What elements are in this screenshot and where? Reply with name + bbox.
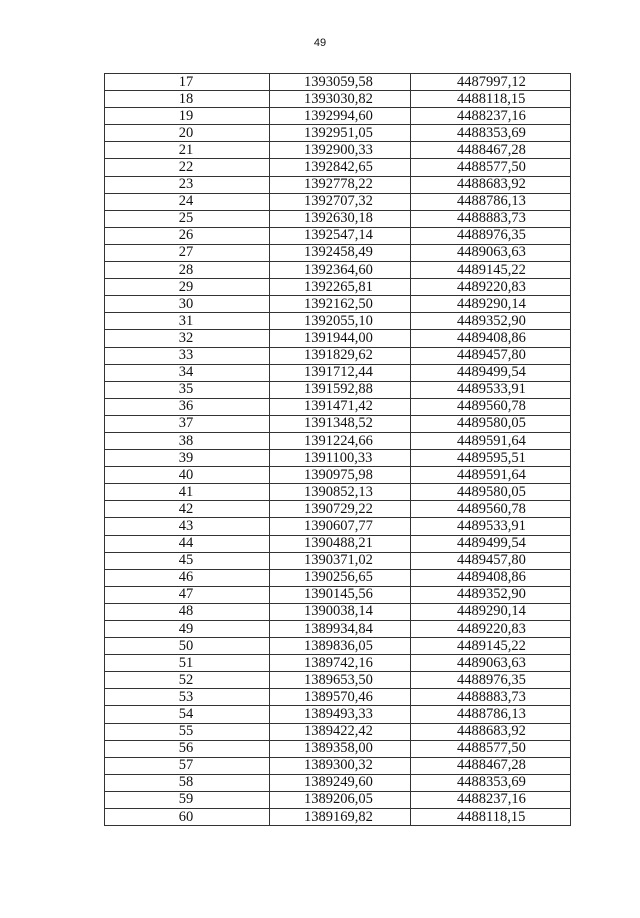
y-coordinate-cell: 4488883,73 [411, 210, 571, 227]
point-number-cell: 42 [105, 501, 270, 518]
point-number-cell: 29 [105, 279, 270, 296]
y-coordinate-cell: 4489145,22 [411, 262, 571, 279]
table-row [105, 706, 571, 723]
point-number-cell: 33 [105, 347, 270, 364]
point-number-cell: 40 [105, 467, 270, 484]
x-coordinate-cell: 1389934,84 [270, 621, 411, 638]
y-coordinate-cell: 4488683,92 [411, 176, 571, 193]
x-coordinate-cell: 1389300,32 [270, 757, 411, 774]
x-coordinate-cell: 1390256,65 [270, 569, 411, 586]
y-coordinate-cell: 4489560,78 [411, 501, 571, 518]
y-coordinate-cell: 4488883,73 [411, 689, 571, 706]
table-row [105, 484, 571, 501]
point-number-cell: 28 [105, 262, 270, 279]
table-row [105, 723, 571, 740]
table-row [105, 535, 571, 552]
point-number-cell: 34 [105, 364, 270, 381]
coordinate-table-body [105, 74, 571, 826]
x-coordinate-cell: 1390371,02 [270, 552, 411, 569]
point-number-cell: 39 [105, 450, 270, 467]
table-row [105, 244, 571, 261]
table-row [105, 569, 571, 586]
point-number-cell: 21 [105, 142, 270, 159]
y-coordinate-cell: 4489063,63 [411, 244, 571, 261]
point-number-cell: 48 [105, 603, 270, 620]
x-coordinate-cell: 1390145,56 [270, 586, 411, 603]
table-row [105, 279, 571, 296]
point-number-cell: 54 [105, 706, 270, 723]
x-coordinate-cell: 1391829,62 [270, 347, 411, 364]
point-number-cell: 53 [105, 689, 270, 706]
x-coordinate-cell: 1391348,52 [270, 415, 411, 432]
table-row [105, 330, 571, 347]
point-number-cell: 57 [105, 757, 270, 774]
table-row [105, 586, 571, 603]
table-row [105, 364, 571, 381]
x-coordinate-cell: 1393059,58 [270, 74, 411, 91]
table-row [105, 125, 571, 142]
x-coordinate-cell: 1389358,00 [270, 740, 411, 757]
point-number-cell: 25 [105, 210, 270, 227]
x-coordinate-cell: 1389422,42 [270, 723, 411, 740]
y-coordinate-cell: 4489591,64 [411, 432, 571, 449]
x-coordinate-cell: 1392458,49 [270, 244, 411, 261]
x-coordinate-cell: 1392547,14 [270, 227, 411, 244]
table-row [105, 159, 571, 176]
x-coordinate-cell: 1391100,33 [270, 450, 411, 467]
y-coordinate-cell: 4489408,86 [411, 330, 571, 347]
x-coordinate-cell: 1389836,05 [270, 638, 411, 655]
x-coordinate-cell: 1389206,05 [270, 791, 411, 808]
point-number-cell: 27 [105, 244, 270, 261]
y-coordinate-cell: 4489595,51 [411, 450, 571, 467]
y-coordinate-cell: 4489591,64 [411, 467, 571, 484]
x-coordinate-cell: 1392778,22 [270, 176, 411, 193]
y-coordinate-cell: 4489457,80 [411, 347, 571, 364]
y-coordinate-cell: 4488683,92 [411, 723, 571, 740]
x-coordinate-cell: 1392842,65 [270, 159, 411, 176]
x-coordinate-cell: 1393030,82 [270, 91, 411, 108]
y-coordinate-cell: 4489499,54 [411, 535, 571, 552]
y-coordinate-cell: 4489220,83 [411, 279, 571, 296]
y-coordinate-cell: 4489220,83 [411, 621, 571, 638]
point-number-cell: 58 [105, 774, 270, 791]
x-coordinate-cell: 1390975,98 [270, 467, 411, 484]
y-coordinate-cell: 4488353,69 [411, 774, 571, 791]
table-row [105, 74, 571, 91]
y-coordinate-cell: 4489533,91 [411, 518, 571, 535]
table-row [105, 347, 571, 364]
y-coordinate-cell: 4489580,05 [411, 415, 571, 432]
y-coordinate-cell: 4489408,86 [411, 569, 571, 586]
point-number-cell: 56 [105, 740, 270, 757]
y-coordinate-cell: 4489063,63 [411, 655, 571, 672]
x-coordinate-cell: 1392630,18 [270, 210, 411, 227]
point-number-cell: 60 [105, 809, 270, 826]
point-number-cell: 51 [105, 655, 270, 672]
y-coordinate-cell: 4489352,90 [411, 313, 571, 330]
y-coordinate-cell: 4489560,78 [411, 398, 571, 415]
point-number-cell: 20 [105, 125, 270, 142]
table-row [105, 467, 571, 484]
y-coordinate-cell: 4489533,91 [411, 381, 571, 398]
table-row [105, 381, 571, 398]
table-row [105, 108, 571, 125]
y-coordinate-cell: 4487997,12 [411, 74, 571, 91]
table-row [105, 176, 571, 193]
point-number-cell: 38 [105, 432, 270, 449]
table-row [105, 296, 571, 313]
point-number-cell: 45 [105, 552, 270, 569]
point-number-cell: 52 [105, 672, 270, 689]
x-coordinate-cell: 1392364,60 [270, 262, 411, 279]
y-coordinate-cell: 4488786,13 [411, 193, 571, 210]
coordinate-table [104, 73, 571, 826]
point-number-cell: 49 [105, 621, 270, 638]
point-number-cell: 32 [105, 330, 270, 347]
y-coordinate-cell: 4488118,15 [411, 809, 571, 826]
y-coordinate-cell: 4488976,35 [411, 227, 571, 244]
point-number-cell: 37 [105, 415, 270, 432]
y-coordinate-cell: 4488786,13 [411, 706, 571, 723]
point-number-cell: 41 [105, 484, 270, 501]
y-coordinate-cell: 4489499,54 [411, 364, 571, 381]
page-number: 49 [313, 37, 327, 49]
table-row [105, 774, 571, 791]
point-number-cell: 55 [105, 723, 270, 740]
x-coordinate-cell: 1392994,60 [270, 108, 411, 125]
table-row [105, 210, 571, 227]
x-coordinate-cell: 1391712,44 [270, 364, 411, 381]
point-number-cell: 22 [105, 159, 270, 176]
point-number-cell: 47 [105, 586, 270, 603]
table-row [105, 621, 571, 638]
table-row [105, 398, 571, 415]
x-coordinate-cell: 1392162,50 [270, 296, 411, 313]
x-coordinate-cell: 1391944,00 [270, 330, 411, 347]
x-coordinate-cell: 1389249,60 [270, 774, 411, 791]
table-row [105, 518, 571, 535]
y-coordinate-cell: 4489457,80 [411, 552, 571, 569]
x-coordinate-cell: 1390729,22 [270, 501, 411, 518]
table-row [105, 603, 571, 620]
x-coordinate-cell: 1390607,77 [270, 518, 411, 535]
point-number-cell: 44 [105, 535, 270, 552]
table-row [105, 91, 571, 108]
table-row [105, 313, 571, 330]
table-row [105, 791, 571, 808]
point-number-cell: 59 [105, 791, 270, 808]
table-row [105, 655, 571, 672]
point-number-cell: 46 [105, 569, 270, 586]
table-row [105, 432, 571, 449]
x-coordinate-cell: 1389653,50 [270, 672, 411, 689]
point-number-cell: 18 [105, 91, 270, 108]
y-coordinate-cell: 4489290,14 [411, 603, 571, 620]
x-coordinate-cell: 1389570,46 [270, 689, 411, 706]
x-coordinate-cell: 1392055,10 [270, 313, 411, 330]
y-coordinate-cell: 4488577,50 [411, 159, 571, 176]
y-coordinate-cell: 4489145,22 [411, 638, 571, 655]
table-row [105, 740, 571, 757]
x-coordinate-cell: 1389493,33 [270, 706, 411, 723]
y-coordinate-cell: 4488118,15 [411, 91, 571, 108]
point-number-cell: 23 [105, 176, 270, 193]
point-number-cell: 31 [105, 313, 270, 330]
table-row [105, 552, 571, 569]
x-coordinate-cell: 1390488,21 [270, 535, 411, 552]
y-coordinate-cell: 4488467,28 [411, 757, 571, 774]
y-coordinate-cell: 4489580,05 [411, 484, 571, 501]
point-number-cell: 24 [105, 193, 270, 210]
y-coordinate-cell: 4488577,50 [411, 740, 571, 757]
y-coordinate-cell: 4488467,28 [411, 142, 571, 159]
point-number-cell: 17 [105, 74, 270, 91]
point-number-cell: 19 [105, 108, 270, 125]
table-row [105, 193, 571, 210]
x-coordinate-cell: 1389169,82 [270, 809, 411, 826]
x-coordinate-cell: 1391592,88 [270, 381, 411, 398]
table-row [105, 262, 571, 279]
point-number-cell: 26 [105, 227, 270, 244]
table-row [105, 757, 571, 774]
point-number-cell: 36 [105, 398, 270, 415]
x-coordinate-cell: 1392707,32 [270, 193, 411, 210]
x-coordinate-cell: 1392900,33 [270, 142, 411, 159]
x-coordinate-cell: 1392265,81 [270, 279, 411, 296]
x-coordinate-cell: 1389742,16 [270, 655, 411, 672]
table-row [105, 672, 571, 689]
table-row [105, 450, 571, 467]
y-coordinate-cell: 4488237,16 [411, 108, 571, 125]
table-row [105, 415, 571, 432]
point-number-cell: 35 [105, 381, 270, 398]
table-row [105, 689, 571, 706]
y-coordinate-cell: 4488976,35 [411, 672, 571, 689]
y-coordinate-cell: 4488353,69 [411, 125, 571, 142]
table-row [105, 501, 571, 518]
y-coordinate-cell: 4489352,90 [411, 586, 571, 603]
y-coordinate-cell: 4489290,14 [411, 296, 571, 313]
table-row [105, 142, 571, 159]
table-row [105, 809, 571, 826]
table-row [105, 638, 571, 655]
point-number-cell: 30 [105, 296, 270, 313]
y-coordinate-cell: 4488237,16 [411, 791, 571, 808]
x-coordinate-cell: 1391471,42 [270, 398, 411, 415]
x-coordinate-cell: 1390038,14 [270, 603, 411, 620]
point-number-cell: 50 [105, 638, 270, 655]
x-coordinate-cell: 1392951,05 [270, 125, 411, 142]
x-coordinate-cell: 1390852,13 [270, 484, 411, 501]
x-coordinate-cell: 1391224,66 [270, 432, 411, 449]
point-number-cell: 43 [105, 518, 270, 535]
table-row [105, 227, 571, 244]
